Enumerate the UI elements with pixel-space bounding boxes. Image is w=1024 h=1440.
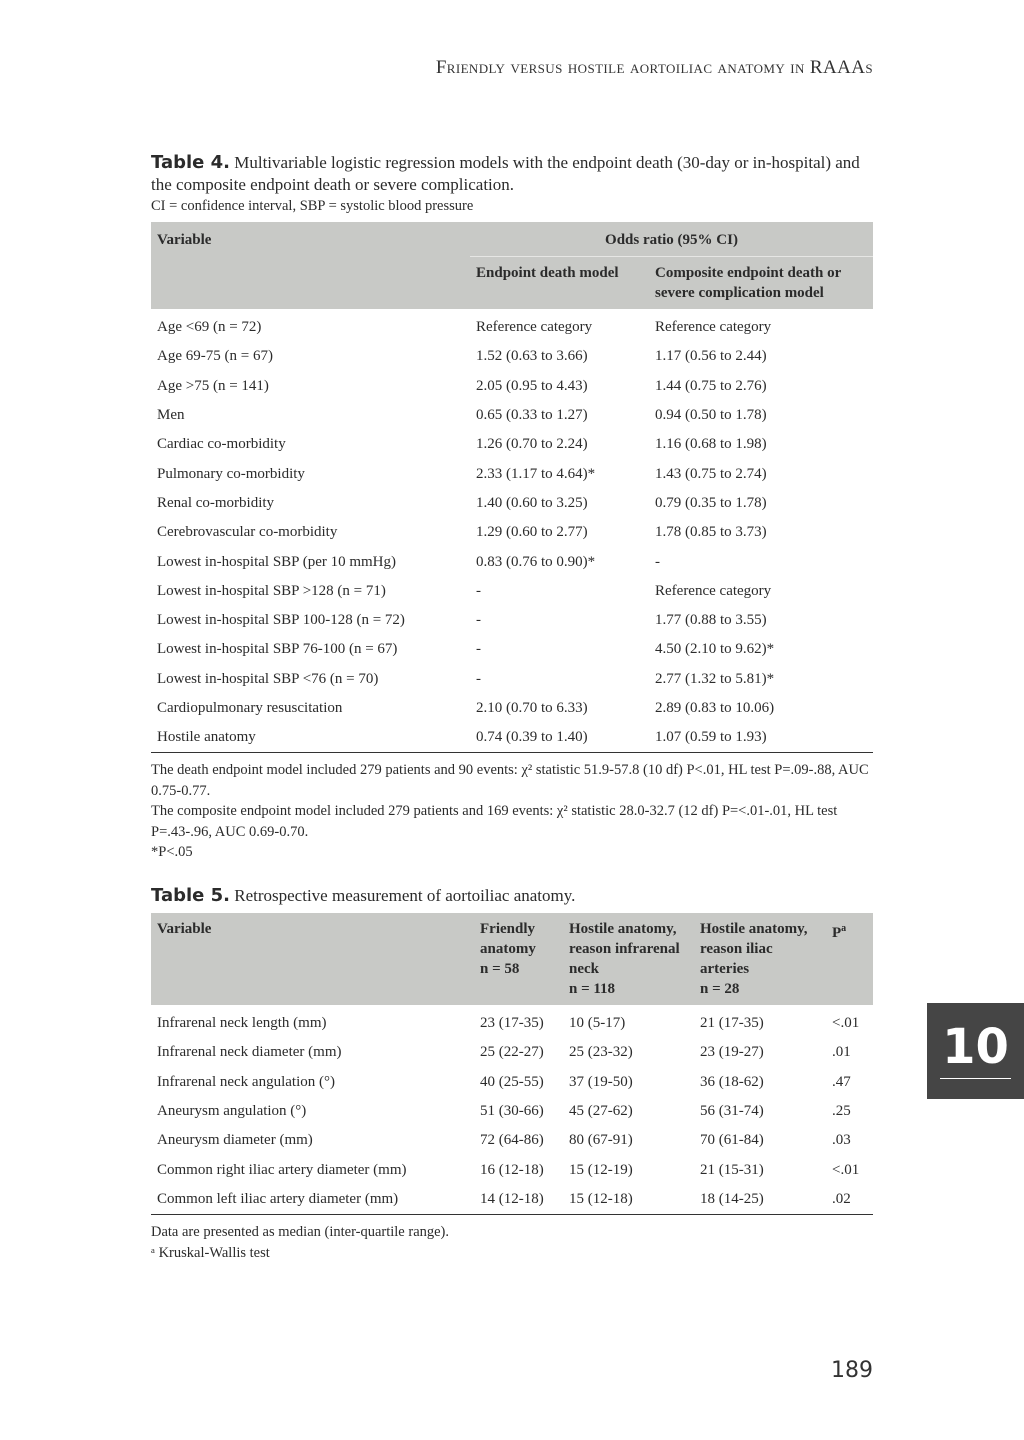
- table-5-header-hostile-iliac-label: Hostile anatomy, reason iliac arteries: [700, 921, 808, 977]
- cell-variable: Common left iliac artery diameter (mm): [151, 1185, 474, 1215]
- chapter-tab-rule: [940, 1078, 1011, 1079]
- table-5-header-hostile-neck-label: Hostile anatomy, reason infrarenal neck: [569, 921, 680, 977]
- cell-neck: 80 (67-91): [569, 1132, 633, 1149]
- cell-death: 0.83 (0.76 to 0.90)*: [476, 553, 596, 570]
- cell-neck: 15 (12-18): [563, 1185, 694, 1215]
- cell-neck: 45 (27-62): [569, 1103, 633, 1120]
- cell-death: 1.26 (0.70 to 2.24): [476, 436, 588, 453]
- cell-composite: 4.50 (2.10 to 9.62)*: [655, 641, 775, 658]
- table-row: [151, 518, 873, 547]
- table-row: [151, 489, 873, 518]
- cell-friendly: 23 (17-35): [480, 1015, 544, 1032]
- table-4: [151, 222, 873, 753]
- table-5-header-friendly: [474, 913, 563, 1005]
- cell-composite: Reference category: [655, 319, 772, 336]
- table-5-section: [151, 885, 873, 1263]
- table-5-header-variable: Variable: [151, 913, 474, 1005]
- cell-composite: 2.89 (0.83 to 10.06): [655, 700, 775, 716]
- cell-iliac: 18 (14-25): [694, 1185, 826, 1215]
- cell-neck: 15 (12-19): [569, 1161, 633, 1178]
- cell-composite: 1.17 (0.56 to 2.44): [655, 348, 767, 365]
- cell-composite: -: [655, 553, 660, 570]
- table-row: [151, 547, 873, 576]
- table-5-header-hostile-neck-n: n = 118: [569, 981, 616, 997]
- table-row: [151, 577, 873, 606]
- table-4-footnotes: [151, 760, 873, 863]
- cell-composite: 0.94 (0.50 to 1.78): [655, 407, 767, 424]
- table-4-section: [151, 152, 873, 863]
- table-row: [151, 635, 873, 664]
- cell-variable: Age 69-75 (n = 67): [157, 348, 273, 365]
- table-4-header-composite-model: Composite endpoint death or severe complication model: [649, 257, 873, 310]
- cell-p: <.01: [832, 1015, 860, 1032]
- table-row: [151, 694, 873, 723]
- table-row: [151, 606, 873, 635]
- cell-variable: Common right iliac artery diameter (mm): [157, 1161, 407, 1178]
- cell-variable: Age <69 (n = 72): [157, 319, 262, 336]
- cell-death: -: [476, 612, 481, 629]
- cell-composite: 2.77 (1.32 to 5.81)*: [655, 670, 775, 687]
- cell-p: <.01: [832, 1161, 860, 1178]
- running-head: Friendly versus hostile aortoiliac anatomy in RAAAs: [435, 57, 873, 78]
- table-5-header-p: [826, 913, 873, 1005]
- table-row: [151, 1005, 873, 1038]
- table-row: [151, 1097, 873, 1126]
- cell-death: -: [476, 670, 481, 687]
- cell-death: 2.05 (0.95 to 4.43): [476, 377, 588, 394]
- cell-p: .01: [832, 1044, 851, 1061]
- cell-death: 1.40 (0.60 to 3.25): [476, 494, 588, 511]
- cell-p: .02: [826, 1185, 873, 1215]
- cell-death: Reference category: [476, 319, 593, 336]
- cell-neck: 10 (5-17): [569, 1015, 626, 1032]
- table-4-footnote-significance: *P<.05: [151, 844, 193, 861]
- table-5-footnote-test: ᵃ Kruskal-Wallis test: [151, 1244, 270, 1261]
- cell-variable: Lowest in-hospital SBP <76 (n = 70): [157, 670, 379, 687]
- cell-death: 2.10 (0.70 to 6.33): [476, 700, 588, 716]
- cell-variable: Aneurysm diameter (mm): [157, 1132, 313, 1149]
- table-row: [151, 430, 873, 459]
- cell-iliac: 21 (15-31): [700, 1161, 764, 1178]
- table-4-header-odds-ratio: Odds ratio (95% CI): [470, 222, 873, 257]
- table-5-header-friendly-n: n = 58: [480, 961, 520, 977]
- table-5-header-hostile-iliac: [694, 913, 826, 1005]
- table-5-body: [151, 1005, 873, 1215]
- cell-variable: Aneurysm angulation (°): [157, 1103, 307, 1120]
- cell-death: 0.65 (0.33 to 1.27): [476, 407, 588, 424]
- table-5-footnote-data: Data are presented as median (inter-quartile range).: [151, 1224, 450, 1241]
- chapter-tab-number: 10: [942, 1019, 1009, 1075]
- cell-death: -: [476, 641, 481, 658]
- table-row: [151, 401, 873, 430]
- table-row: [151, 1155, 873, 1184]
- cell-composite: Reference category: [655, 582, 772, 599]
- cell-p: .03: [832, 1132, 851, 1149]
- cell-variable: Men: [157, 407, 185, 424]
- cell-composite: 1.43 (0.75 to 2.74): [655, 465, 767, 482]
- table-4-header-variable: Variable: [151, 222, 470, 257]
- table-4-body: [151, 309, 873, 753]
- table-5-header-hostile-iliac-n: n = 28: [700, 981, 740, 997]
- chapter-tab: [927, 1003, 1024, 1099]
- cell-friendly: 40 (25-55): [480, 1073, 544, 1090]
- cell-variable: Infrarenal neck diameter (mm): [157, 1044, 342, 1061]
- table-row: [151, 1126, 873, 1155]
- table-row: [151, 372, 873, 401]
- table-row: [151, 309, 873, 342]
- table-4-header-blank: [151, 257, 470, 310]
- cell-death: 2.33 (1.17 to 4.64)*: [476, 465, 596, 482]
- table-5-header-p-sup: a: [841, 923, 847, 934]
- table-row: [151, 665, 873, 694]
- cell-neck: 37 (19-50): [569, 1073, 633, 1090]
- cell-variable: Age >75 (n = 141): [157, 377, 269, 394]
- table-4-abbreviations: CI = confidence interval, SBP = systolic blood pressure: [151, 198, 474, 214]
- table-5: [151, 913, 873, 1215]
- cell-variable: Lowest in-hospital SBP 76-100 (n = 67): [157, 641, 398, 658]
- table-row: [151, 723, 873, 753]
- cell-iliac: 56 (31-74): [700, 1103, 764, 1120]
- cell-iliac: 21 (17-35): [700, 1015, 764, 1032]
- cell-death: 1.52 (0.63 to 3.66): [476, 348, 588, 365]
- cell-variable: Lowest in-hospital SBP 100-128 (n = 72): [157, 612, 405, 629]
- cell-death: -: [476, 582, 481, 599]
- table-5-header-p-label: P: [832, 925, 842, 941]
- cell-friendly: 72 (64-86): [480, 1132, 544, 1149]
- cell-p: .25: [832, 1103, 851, 1120]
- table-4-caption: [151, 152, 873, 196]
- cell-composite: 1.78 (0.85 to 3.73): [655, 524, 767, 541]
- cell-friendly: 14 (12-18): [474, 1185, 563, 1215]
- table-row: [151, 342, 873, 371]
- cell-death: 0.74 (0.39 to 1.40): [470, 723, 649, 753]
- table-4-footnote-composite: The composite endpoint model included 279 patients and 169 events: χ² statistic 28.0-32.7 (12 df) P=<.01-.01, HL test P=.43-.96, AUC 0.69-0.70.: [151, 803, 838, 840]
- cell-friendly: 25 (22-27): [480, 1044, 544, 1061]
- table-5-header-friendly-label: Friendly anatomy: [480, 921, 536, 957]
- table-row: [151, 1068, 873, 1097]
- cell-iliac: 70 (61-84): [700, 1132, 764, 1149]
- cell-friendly: 16 (12-18): [480, 1161, 544, 1178]
- cell-composite: 0.79 (0.35 to 1.78): [655, 494, 767, 511]
- cell-variable: Infrarenal neck angulation (°): [157, 1073, 335, 1090]
- table-5-footnotes: [151, 1222, 873, 1263]
- cell-composite: 1.77 (0.88 to 3.55): [655, 612, 767, 629]
- table-5-caption-text: Retrospective measurement of aortoiliac anatomy.: [234, 886, 576, 905]
- cell-p: .47: [832, 1073, 851, 1090]
- cell-variable: Cardiopulmonary resuscitation: [157, 700, 343, 716]
- table-row: [151, 1038, 873, 1067]
- table-4-footnote-death: The death endpoint model included 279 patients and 90 events: χ² statistic 51.9-57.8 (10 df) P<.01, HL test P=.09-.88, AUC 0.75-0.77.: [151, 762, 869, 799]
- cell-neck: 25 (23-32): [569, 1044, 633, 1061]
- table-row: [151, 1185, 873, 1215]
- cell-composite: 1.07 (0.59 to 1.93): [649, 723, 873, 753]
- table-4-header-death-model: Endpoint death model: [470, 257, 649, 310]
- cell-composite: 1.16 (0.68 to 1.98): [655, 436, 767, 453]
- cell-variable: Infrarenal neck length (mm): [157, 1015, 327, 1032]
- cell-iliac: 36 (18-62): [700, 1073, 764, 1090]
- cell-variable: Cardiac co-morbidity: [157, 436, 286, 453]
- cell-variable: Renal co-morbidity: [157, 494, 275, 511]
- cell-variable: Hostile anatomy: [151, 723, 470, 753]
- cell-variable: Lowest in-hospital SBP (per 10 mmHg): [157, 553, 397, 570]
- cell-iliac: 23 (19-27): [700, 1044, 764, 1061]
- table-5-label: Table 5.: [151, 885, 230, 906]
- table-5-caption: [151, 885, 873, 907]
- cell-variable: Cerebrovascular co-morbidity: [157, 524, 338, 541]
- table-row: [151, 459, 873, 488]
- cell-variable: Lowest in-hospital SBP >128 (n = 71): [157, 582, 386, 599]
- page-number: 189: [831, 1358, 873, 1383]
- cell-composite: 1.44 (0.75 to 2.76): [655, 377, 767, 394]
- table-4-label: Table 4.: [151, 152, 230, 173]
- cell-death: 1.29 (0.60 to 2.77): [476, 524, 588, 541]
- cell-variable: Pulmonary co-morbidity: [157, 465, 305, 482]
- table-5-header-hostile-neck: [563, 913, 694, 1005]
- table-4-caption-text: Multivariable logistic regression models with the endpoint death (30-day or in-hospital) and the composite endpoint death or severe complication.: [151, 153, 860, 194]
- cell-friendly: 51 (30-66): [480, 1103, 544, 1120]
